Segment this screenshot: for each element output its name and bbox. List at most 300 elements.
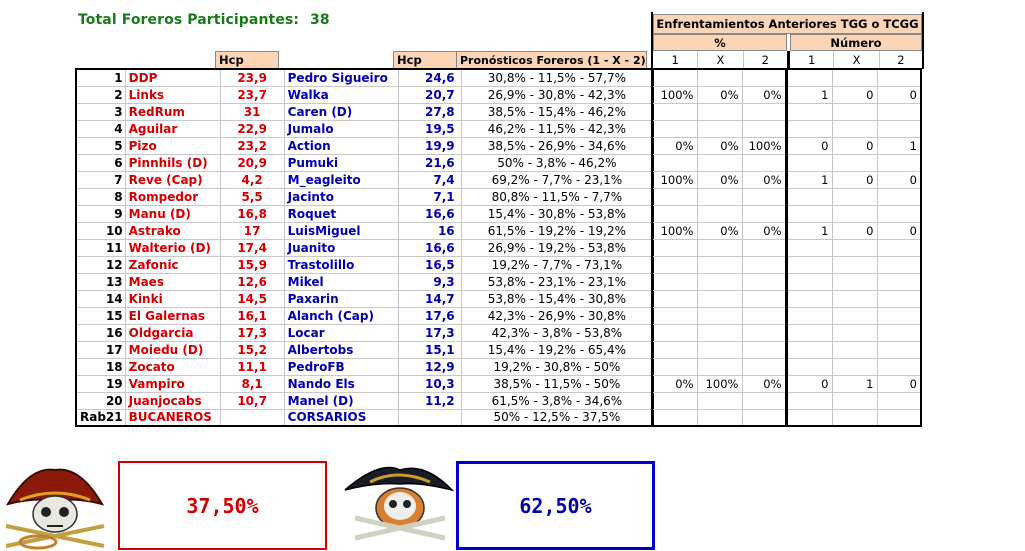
side-col-headers — [653, 51, 922, 69]
forecast: 42,3% - 3,8% - 53,8% — [461, 324, 653, 341]
table-row — [76, 341, 653, 358]
previous-num-x — [832, 239, 877, 256]
previous-pct-2 — [742, 154, 786, 171]
previous-num-1 — [786, 358, 832, 375]
previous-pct-2 — [742, 239, 786, 256]
table-row — [76, 205, 653, 222]
previous-num-x — [832, 307, 877, 324]
hcp1-header — [215, 51, 279, 69]
previous-pct-x — [697, 205, 742, 222]
previous-pct-1: 0% — [652, 137, 697, 154]
forecast: 61,5% - 19,2% - 19,2% — [461, 222, 653, 239]
away-player: Mikel — [284, 273, 398, 290]
forecast: 30,8% - 11,5% - 57,7% — [461, 69, 653, 86]
forecast: 46,2% - 11,5% - 42,3% — [461, 120, 653, 137]
away-player: Roquet — [284, 205, 398, 222]
previous-pct-x — [697, 290, 742, 307]
away-player: CORSARIOS — [284, 409, 398, 426]
forecast: 38,5% - 15,4% - 46,2% — [461, 103, 653, 120]
table-row — [76, 290, 653, 307]
previous-num-x: 0 — [832, 86, 877, 103]
table-row — [76, 307, 653, 324]
previous-pct-2 — [742, 358, 786, 375]
previous-num-x — [832, 120, 877, 137]
hcp2-header-label: Hcp — [397, 53, 422, 67]
forecast: 50% - 3,8% - 46,2% — [461, 154, 653, 171]
previous-num-1 — [786, 188, 832, 205]
previous-pct-x — [697, 324, 742, 341]
home-hcp: 8,1 — [220, 375, 284, 392]
side-col-2: 2 — [744, 51, 790, 69]
away-hcp: 27,8 — [398, 103, 461, 120]
table-row — [652, 358, 921, 375]
table-row — [76, 171, 653, 188]
forecast: 15,4% - 30,8% - 53,8% — [461, 205, 653, 222]
home-player: Oldgarcia — [125, 324, 220, 341]
previous-pct-1 — [652, 188, 697, 205]
away-hcp — [398, 409, 461, 426]
away-hcp: 21,6 — [398, 154, 461, 171]
away-hcp: 17,6 — [398, 307, 461, 324]
previous-num-x — [832, 188, 877, 205]
participants-count: 38 — [310, 12, 330, 28]
home-hcp: 16,8 — [220, 205, 284, 222]
previous-pct-x: 100% — [697, 375, 742, 392]
away-player: PedroFB — [284, 358, 398, 375]
previous-num-2 — [877, 205, 921, 222]
forecast: 19,2% - 7,7% - 73,1% — [461, 256, 653, 273]
table-row — [76, 188, 653, 205]
previous-pct-1 — [652, 273, 697, 290]
numero-header-label: Número — [830, 35, 882, 50]
previous-num-2 — [877, 307, 921, 324]
table-row — [76, 69, 653, 86]
row-number: 14 — [76, 290, 125, 307]
previous-pct-x: 0% — [697, 86, 742, 103]
previous-num-1 — [786, 239, 832, 256]
previous-num-1 — [786, 69, 832, 86]
home-player: Moiedu (D) — [125, 341, 220, 358]
home-player: BUCANEROS — [125, 409, 220, 426]
hcp2-header — [393, 51, 457, 69]
forecast: 61,5% - 3,8% - 34,6% — [461, 392, 653, 409]
previous-pct-2 — [742, 103, 786, 120]
previous-pct-1 — [652, 205, 697, 222]
home-hcp: 23,9 — [220, 69, 284, 86]
table-row — [652, 392, 921, 409]
previous-num-1 — [786, 273, 832, 290]
previous-pct-x — [697, 256, 742, 273]
previous-num-x: 1 — [832, 375, 877, 392]
previous-pct-2: 0% — [742, 375, 786, 392]
row-number: 3 — [76, 103, 125, 120]
home-player: Aguilar — [125, 120, 220, 137]
previous-pct-x — [697, 239, 742, 256]
previous-pct-x: 0% — [697, 171, 742, 188]
participants-title — [78, 12, 330, 28]
forecast: 38,5% - 11,5% - 50% — [461, 375, 653, 392]
row-number: 2 — [76, 86, 125, 103]
previous-pct-1 — [652, 358, 697, 375]
away-hcp: 16,6 — [398, 239, 461, 256]
row-number: 1 — [76, 69, 125, 86]
home-player: Zafonic — [125, 256, 220, 273]
previous-num-1 — [786, 409, 832, 426]
row-number: 10 — [76, 222, 125, 239]
previous-pct-2: 0% — [742, 222, 786, 239]
previous-num-2 — [877, 273, 921, 290]
previous-num-2: 0 — [877, 375, 921, 392]
team1-percentage: 37,50% — [186, 493, 259, 518]
home-player: Reve (Cap) — [125, 171, 220, 188]
away-hcp: 11,2 — [398, 392, 461, 409]
table-row — [76, 154, 653, 171]
home-player: Kinki — [125, 290, 220, 307]
row-number: 4 — [76, 120, 125, 137]
team1-percentage-box — [118, 461, 327, 550]
home-hcp: 31 — [220, 103, 284, 120]
table-row — [76, 86, 653, 103]
previous-num-x: 0 — [832, 171, 877, 188]
row-number: 13 — [76, 273, 125, 290]
side-title-label: Enfrentamientos Anteriores TGG o TCGG — [656, 17, 919, 31]
previous-pct-2 — [742, 273, 786, 290]
previous-num-2: 1 — [877, 137, 921, 154]
table-row — [652, 120, 921, 137]
home-player: RedRum — [125, 103, 220, 120]
home-hcp: 17 — [220, 222, 284, 239]
previous-num-2: 0 — [877, 222, 921, 239]
row-number: 5 — [76, 137, 125, 154]
numero-header — [790, 34, 922, 51]
pct-header-label: % — [714, 35, 726, 50]
row-number: 15 — [76, 307, 125, 324]
away-player: Action — [284, 137, 398, 154]
home-hcp: 11,1 — [220, 358, 284, 375]
away-hcp: 20,7 — [398, 86, 461, 103]
table-row — [76, 358, 653, 375]
forecast: 15,4% - 19,2% - 65,4% — [461, 341, 653, 358]
home-hcp: 12,6 — [220, 273, 284, 290]
away-player: Locar — [284, 324, 398, 341]
previous-pct-2 — [742, 120, 786, 137]
previous-num-x: 0 — [832, 222, 877, 239]
table-row — [652, 409, 921, 426]
previous-num-2 — [877, 290, 921, 307]
previous-num-2 — [877, 341, 921, 358]
table-row — [76, 409, 653, 426]
table-row — [652, 154, 921, 171]
previous-pct-2: 0% — [742, 86, 786, 103]
table-row — [76, 222, 653, 239]
previous-pct-2 — [742, 341, 786, 358]
previous-num-x — [832, 409, 877, 426]
away-player: Paxarin — [284, 290, 398, 307]
forecast: 50% - 12,5% - 37,5% — [461, 409, 653, 426]
home-hcp: 22,9 — [220, 120, 284, 137]
previous-pct-1 — [652, 307, 697, 324]
home-player: Walterio (D) — [125, 239, 220, 256]
previous-pct-2 — [742, 256, 786, 273]
home-hcp: 23,2 — [220, 137, 284, 154]
previous-pct-1 — [652, 154, 697, 171]
previous-pct-1: 100% — [652, 222, 697, 239]
forecast: 53,8% - 15,4% - 30,8% — [461, 290, 653, 307]
home-player: Links — [125, 86, 220, 103]
previous-num-1: 1 — [786, 171, 832, 188]
previous-num-2 — [877, 392, 921, 409]
away-hcp: 24,6 — [398, 69, 461, 86]
previous-num-2: 0 — [877, 86, 921, 103]
pronosticos-header — [456, 51, 647, 69]
previous-pct-2: 0% — [742, 171, 786, 188]
table-row — [76, 392, 653, 409]
participants-title-label: Total Foreros Participantes: — [78, 12, 300, 28]
previous-num-1 — [786, 256, 832, 273]
row-number: 17 — [76, 341, 125, 358]
away-player: Juanito — [284, 239, 398, 256]
previous-pct-1 — [652, 290, 697, 307]
previous-pct-x — [697, 103, 742, 120]
previous-num-2 — [877, 358, 921, 375]
table-row — [652, 69, 921, 86]
previous-num-x — [832, 358, 877, 375]
home-hcp: 15,2 — [220, 341, 284, 358]
previous-num-x — [832, 256, 877, 273]
away-hcp: 16,5 — [398, 256, 461, 273]
forecast: 80,8% - 11,5% - 7,7% — [461, 188, 653, 205]
home-hcp: 17,3 — [220, 324, 284, 341]
away-hcp: 10,3 — [398, 375, 461, 392]
table-row — [652, 222, 921, 239]
forecast: 26,9% - 30,8% - 42,3% — [461, 86, 653, 103]
previous-num-2 — [877, 69, 921, 86]
away-player: Albertobs — [284, 341, 398, 358]
previous-num-1: 0 — [786, 137, 832, 154]
away-player: Alanch (Cap) — [284, 307, 398, 324]
previous-num-2: 0 — [877, 171, 921, 188]
previous-pct-2: 100% — [742, 137, 786, 154]
previous-num-2 — [877, 154, 921, 171]
table-row — [652, 375, 921, 392]
previous-pct-x — [697, 273, 742, 290]
previous-pct-1 — [652, 69, 697, 86]
side-col-nx: X — [834, 51, 879, 69]
forecast: 69,2% - 7,7% - 23,1% — [461, 171, 653, 188]
row-number: 7 — [76, 171, 125, 188]
table-row — [76, 273, 653, 290]
home-hcp: 20,9 — [220, 154, 284, 171]
team2-percentage-box — [456, 461, 655, 550]
away-hcp: 9,3 — [398, 273, 461, 290]
away-player: M_eagleito — [284, 171, 398, 188]
table-row — [76, 375, 653, 392]
row-number: 8 — [76, 188, 125, 205]
previous-pct-1 — [652, 256, 697, 273]
table-row — [76, 256, 653, 273]
previous-num-x — [832, 103, 877, 120]
previous-pct-x — [697, 341, 742, 358]
pirate-skull-logo — [0, 456, 110, 551]
previous-pct-x — [697, 120, 742, 137]
previous-pct-1 — [652, 409, 697, 426]
previous-num-x — [832, 324, 877, 341]
table-row — [652, 324, 921, 341]
corsair-skull-logo — [340, 460, 455, 545]
previous-pct-x — [697, 188, 742, 205]
previous-num-2 — [877, 256, 921, 273]
away-player: Jumalo — [284, 120, 398, 137]
side-col-x: X — [698, 51, 743, 69]
home-hcp: 16,1 — [220, 307, 284, 324]
previous-pct-x: 0% — [697, 222, 742, 239]
home-hcp: 15,9 — [220, 256, 284, 273]
home-player: El Galernas — [125, 307, 220, 324]
row-number: 6 — [76, 154, 125, 171]
forecast: 42,3% - 26,9% - 30,8% — [461, 307, 653, 324]
table-row — [652, 256, 921, 273]
table-row — [652, 205, 921, 222]
table-row — [76, 324, 653, 341]
previous-num-2 — [877, 188, 921, 205]
previous-num-x: 0 — [832, 137, 877, 154]
side-col-1: 1 — [653, 51, 698, 69]
table-row — [76, 239, 653, 256]
home-player: Rompedor — [125, 188, 220, 205]
forecast: 26,9% - 19,2% - 53,8% — [461, 239, 653, 256]
row-number: Rab21 — [76, 409, 125, 426]
home-hcp: 5,5 — [220, 188, 284, 205]
table-row — [76, 137, 653, 154]
previous-pct-2 — [742, 324, 786, 341]
away-hcp: 14,7 — [398, 290, 461, 307]
previous-pct-1 — [652, 324, 697, 341]
previous-pct-1: 0% — [652, 375, 697, 392]
previous-pct-2 — [742, 290, 786, 307]
previous-num-2 — [877, 103, 921, 120]
previous-num-1 — [786, 324, 832, 341]
away-player: Nando Els — [284, 375, 398, 392]
table-row — [652, 86, 921, 103]
table-row — [652, 171, 921, 188]
home-hcp — [220, 409, 284, 426]
previous-num-x — [832, 290, 877, 307]
previous-pct-x — [697, 154, 742, 171]
home-hcp: 23,7 — [220, 86, 284, 103]
table-row — [652, 103, 921, 120]
previous-num-x — [832, 205, 877, 222]
side-col-n2: 2 — [897, 53, 905, 67]
previous-num-1: 1 — [786, 86, 832, 103]
table-row — [76, 120, 653, 137]
away-player: Pedro Sigueiro — [284, 69, 398, 86]
previous-num-1 — [786, 205, 832, 222]
row-number: 11 — [76, 239, 125, 256]
home-hcp: 10,7 — [220, 392, 284, 409]
away-hcp: 19,5 — [398, 120, 461, 137]
previous-num-1 — [786, 154, 832, 171]
row-number: 16 — [76, 324, 125, 341]
previous-pct-x — [697, 392, 742, 409]
previous-pct-2 — [742, 188, 786, 205]
table-row — [652, 341, 921, 358]
previous-pct-1: 100% — [652, 86, 697, 103]
team2-percentage: 62,50% — [519, 493, 592, 518]
previous-pct-1: 100% — [652, 171, 697, 188]
previous-pct-2 — [742, 392, 786, 409]
away-hcp: 15,1 — [398, 341, 461, 358]
table-row — [76, 103, 653, 120]
previous-num-1 — [786, 120, 832, 137]
table-row — [652, 188, 921, 205]
home-player: Maes — [125, 273, 220, 290]
previous-num-1 — [786, 341, 832, 358]
side-title — [653, 14, 922, 34]
table-row — [652, 239, 921, 256]
home-player: Astrako — [125, 222, 220, 239]
previous-pct-1 — [652, 341, 697, 358]
home-hcp: 17,4 — [220, 239, 284, 256]
row-number: 19 — [76, 375, 125, 392]
previous-pct-1 — [652, 392, 697, 409]
previous-pct-x — [697, 409, 742, 426]
away-player: Trastolillo — [284, 256, 398, 273]
side-col-n1: 1 — [790, 51, 834, 69]
away-player: LuisMiguel — [284, 222, 398, 239]
home-player: Zocato — [125, 358, 220, 375]
table-row — [652, 137, 921, 154]
pronosticos-header-label: Pronósticos Foreros (1 - X - 2) — [460, 53, 646, 67]
previous-pct-1 — [652, 120, 697, 137]
table-row — [652, 307, 921, 324]
away-player: Walka — [284, 86, 398, 103]
previous-num-1: 0 — [786, 375, 832, 392]
pairings-table — [75, 68, 654, 427]
previous-num-1 — [786, 103, 832, 120]
previous-pct-2 — [742, 69, 786, 86]
away-hcp: 7,4 — [398, 171, 461, 188]
row-number: 9 — [76, 205, 125, 222]
previous-num-1 — [786, 307, 832, 324]
previous-pct-1 — [652, 103, 697, 120]
away-hcp: 17,3 — [398, 324, 461, 341]
previous-num-1: 1 — [786, 222, 832, 239]
home-player: Vampiro — [125, 375, 220, 392]
away-player: Manel (D) — [284, 392, 398, 409]
away-player: Pumuki — [284, 154, 398, 171]
home-hcp: 4,2 — [220, 171, 284, 188]
away-hcp: 19,9 — [398, 137, 461, 154]
away-hcp: 16 — [398, 222, 461, 239]
home-player: Juanjocabs — [125, 392, 220, 409]
previous-pct-x: 0% — [697, 137, 742, 154]
previous-pct-2 — [742, 205, 786, 222]
forecast: 53,8% - 23,1% - 23,1% — [461, 273, 653, 290]
previous-pct-x — [697, 307, 742, 324]
previous-num-2 — [877, 409, 921, 426]
away-hcp: 12,9 — [398, 358, 461, 375]
row-number: 12 — [76, 256, 125, 273]
previous-num-2 — [877, 120, 921, 137]
previous-num-2 — [877, 324, 921, 341]
row-number: 18 — [76, 358, 125, 375]
previous-pct-1 — [652, 239, 697, 256]
previous-matches-table — [651, 68, 922, 427]
previous-num-x — [832, 69, 877, 86]
table-row — [652, 273, 921, 290]
previous-pct-2 — [742, 409, 786, 426]
previous-num-2 — [877, 239, 921, 256]
